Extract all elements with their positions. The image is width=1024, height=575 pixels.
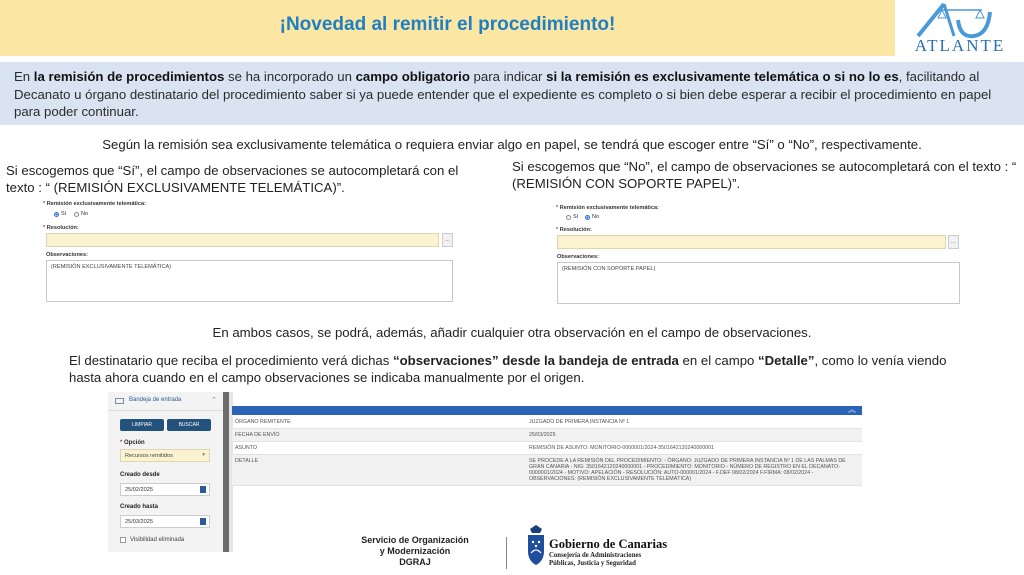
footer-divider: [506, 537, 507, 569]
radio-yes[interactable]: Sí: [566, 214, 578, 220]
option-label: * Opción: [120, 440, 145, 446]
inbox-filter-panel: [108, 392, 229, 552]
created-to-input[interactable]: 25/03/2025: [120, 515, 210, 528]
remision-field-label: * Remisión exclusivamente telemática:: [43, 201, 146, 207]
checkbox-icon[interactable]: [120, 537, 126, 543]
calendar-icon[interactable]: [200, 486, 206, 493]
option-select[interactable]: Recursos remitidos ▾: [120, 449, 210, 462]
resolucion-label: * Resolución:: [556, 227, 592, 233]
created-from-input[interactable]: 25/02/2025: [120, 483, 210, 496]
created-from-label: Creado desde: [120, 472, 160, 478]
atlante-logo-icon: [896, 0, 1024, 40]
mail-icon: [115, 398, 124, 404]
radio-no-dot[interactable]: [585, 215, 590, 220]
table-row: [232, 429, 862, 442]
resolucion-input[interactable]: [557, 235, 946, 249]
row-key: DETALLE: [232, 455, 526, 486]
resolucion-label: * Resolución:: [43, 225, 79, 231]
observaciones-textarea[interactable]: (REMISIÓN EXCLUSIVAMENTE TELEMÁTICA): [46, 260, 453, 302]
row-key: ASUNTO: [232, 442, 526, 455]
remision-field-label: * Remisión exclusivamente telemática:: [556, 205, 659, 211]
inbox-header[interactable]: [108, 392, 223, 411]
collapse-chevrons-icon[interactable]: ︽: [848, 405, 856, 414]
radio-yes-dot[interactable]: [566, 215, 571, 220]
canarias-coat-of-arms-icon: [526, 525, 546, 569]
created-to-label: Creado hasta: [120, 504, 159, 510]
clear-button[interactable]: LIMPIAR: [120, 419, 164, 431]
intro-bold-1: la remisión de procedimientos: [33, 69, 225, 84]
radio-no[interactable]: No: [74, 211, 88, 217]
visibility-checkbox[interactable]: Visibilidad eliminada: [120, 537, 184, 543]
observaciones-label: Observaciones:: [557, 254, 599, 260]
radio-no-dot[interactable]: [74, 212, 79, 217]
table-row: [232, 442, 862, 455]
row-key: ÓRGANO REMITENTE: [232, 416, 526, 429]
resolucion-input[interactable]: [46, 233, 439, 247]
intro-text-3: para indicar: [469, 69, 547, 84]
table-row: [232, 455, 862, 486]
recipient-note: El destinatario que reciba el procedimiento verá dichas “observaciones” desde la bandeja de entrada en el campo “Detalle”, como lo venía viendo hasta ahora cuando en el campo observaciones se indicaba manualmente por el origen.: [69, 353, 947, 385]
observaciones-textarea[interactable]: (REMISIÓN CON SOPORTE PAPEL): [557, 262, 960, 304]
row-key: FECHA DE ENVÍO: [232, 429, 526, 442]
calendar-icon[interactable]: [200, 518, 206, 525]
resolucion-lookup-button[interactable]: ...: [948, 235, 959, 249]
intro-bold-2: campo obligatorio: [355, 69, 470, 84]
radio-yes[interactable]: Sí: [54, 211, 66, 217]
search-button[interactable]: BUSCAR: [167, 419, 211, 431]
no-description: Si escogemos que “No”, el campo de observaciones se autocompletará con el texto : “ (REMISIÓN CON SOPORTE PAPEL)”.: [512, 159, 1017, 191]
dropdown-arrow-icon: ▾: [202, 452, 205, 458]
table-row: [232, 416, 862, 429]
intro-paragraph: [14, 68, 1014, 121]
radio-yes-dot[interactable]: [54, 212, 59, 217]
detail-table: [232, 416, 862, 486]
chevron-up-icon[interactable]: ⌃: [211, 397, 217, 404]
choice-instruction: Según la remisión sea exclusivamente telemática o requiera enviar algo en papel, se tendrá que escoger entre “Sí” o “No”, respectivamente.: [102, 137, 922, 152]
row-value: 25/03/2025: [526, 429, 862, 442]
atlante-logo: [896, 0, 1024, 56]
intro-text-1: En: [14, 69, 34, 84]
page-title: ¡Novedad al remitir el procedimiento!: [279, 14, 616, 35]
resolucion-lookup-button[interactable]: ...: [442, 233, 453, 247]
service-credit: Servicio de Organización y Modernización DGRAJ: [361, 535, 469, 567]
logo-text: ATLANTE: [914, 36, 1006, 55]
intro-text-2: se ha incorporado un: [224, 69, 356, 84]
row-value: SE PROCEDE A LA REMISIÓN DEL PROCEDIMIENTO: - ÓRGANO: JUZGADO DE PRIMERA INSTANCIA Nº 1 DE LAS PALMAS DE GRAN CANARIA - NIG: 3501642120240000001 - PROCEDIMIENTO: MONITORIO - NÚMERO DE REGISTRO EN EL DECANATO-0000001/2024 - MOTIVO: APELACIÓN - RESOLUCIÓN: AUTO-000001/2024 - F.DEF 08/02/2024 F.FIRMA: 08/02/2024 - OBSERVACIONES: (REMISIÓN EXCLUSIVAMENTE TELEMÁTICA): [526, 455, 862, 486]
row-value: JUZGADO DE PRIMERA INSTANCIA Nº 1: [526, 416, 862, 429]
intro-bold-3: si la remisión es exclusivamente telemática o si no lo es: [546, 69, 899, 84]
government-credit: Gobierno de Canarias Consejería de Administraciones Públicas, Justicia y Seguridad: [549, 537, 668, 567]
row-value: REMISIÓN DE ASUNTO: MONITORIO-0000001/2024-3501642120240000001: [526, 442, 862, 455]
intro-text-4: , facilitando al Decanato u órgano destinatario del procedimiento saber si ya puede entender que el expediente es completo o si bien debe esperar a recibir el procedimiento en papel para poder continuar.: [14, 69, 992, 119]
detail-header-bar: [232, 406, 862, 415]
observaciones-label: Observaciones:: [46, 252, 88, 258]
radio-no[interactable]: No: [585, 214, 599, 220]
both-cases-note: En ambos casos, se podrá, además, añadir cualquier otra observación en el campo de observaciones.: [212, 325, 812, 340]
yes-description: Si escogemos que “Sí”, el campo de observaciones se autocompletará con el texto : “ (REMISIÓN EXCLUSIVAMENTE TELEMÁTICA)”.: [6, 163, 459, 195]
inbox-title: Bandeja de entrada: [129, 397, 182, 403]
